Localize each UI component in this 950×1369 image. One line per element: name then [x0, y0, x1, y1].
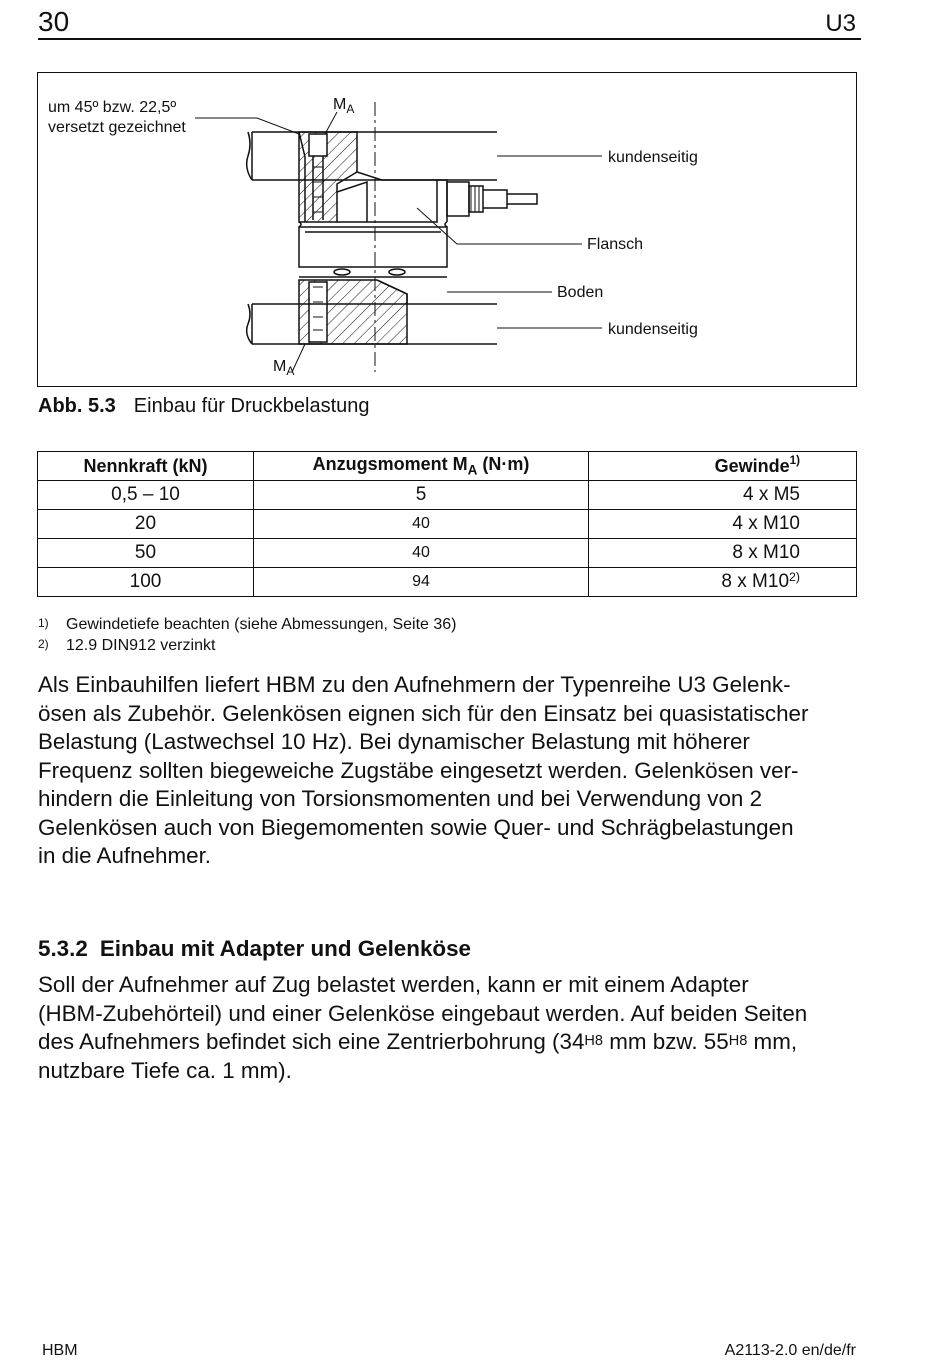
footer-publisher: HBM	[42, 1342, 78, 1359]
rotation-note-line2: versetzt gezeichnet	[48, 119, 186, 136]
cell-thread: 4 x M10	[589, 510, 857, 539]
torque-table	[37, 451, 857, 597]
cell-torque: 5	[254, 481, 589, 510]
cell-thread: 8 x M10	[589, 539, 857, 568]
cell-torque: 94	[254, 568, 589, 597]
table-row	[38, 568, 857, 597]
section-heading: 5.3.2 Einbau mit Adapter und Gelenköse	[38, 936, 471, 961]
header-thread: Gewinde$^{1)}$	[589, 452, 857, 481]
label-base: Boden	[557, 284, 604, 301]
footer-document-id: A2113-2.0 en/de/fr	[724, 1342, 856, 1359]
header-torque: Anzugsmoment $M_A$ (N·m)	[254, 452, 589, 481]
footnote-2: 2) 12.9 DIN912 verzinkt	[38, 637, 216, 654]
cell-force: 20	[38, 510, 254, 539]
label-flange: Flansch	[587, 236, 644, 253]
table-header-row	[38, 452, 857, 481]
table-row	[38, 481, 857, 510]
label-customer-side-bottom: kundenseitig	[608, 321, 698, 338]
table-row	[38, 539, 857, 568]
torque-label-top: $M_A$	[333, 96, 355, 117]
cell-force: 0,5 – 10	[38, 481, 254, 510]
label-customer-side-top: kundenseitig	[608, 149, 698, 166]
body-paragraph-1: Als Einbauhilfen liefert HBM zu den Aufnehmern der Typenreihe U3 Gelenk- ösen als Zubehör. Gelenkösen eignen sich für den Einsatz bei quasistatischer Belastung (Lastwechsel 10 Hz). Bei dynamischer Belastung mit höherer Frequenz sollten biegeweiche Zugstäbe eingesetzt werden. Gelenkösen ver- hindern die Einleitung von Torsionsmomenten und bei Verwendung von 2 Gelenkösen auch von Biegemomenten sowie Quer- und Schrägbelastungen in die Aufnehmer.	[38, 672, 809, 868]
cell-thread: 4 x M5	[589, 481, 857, 510]
body-paragraph-2: Soll der Aufnehmer auf Zug belastet werden, kann er mit einem Adapter (HBM-Zubehörteil) und einer Gelenköse eingebaut werden. Auf beiden Seiten des Aufnehmers befindet sich eine Zentrierbohrung ($34^{H8}$ mm bzw. $55^{H8}$ mm, nutzbare Tiefe ca. 1 mm).	[38, 972, 808, 1083]
figure-caption	[38, 395, 370, 418]
torque-label-bottom: $M_A$	[273, 358, 295, 379]
document-code: U3	[825, 10, 856, 37]
header-nominal-force: Nennkraft (kN)	[38, 452, 254, 481]
caption-text: Einbau für Druckbelastung	[133, 395, 370, 417]
cell-thread: 8 x M10$^{2)}$	[589, 568, 857, 597]
footnote-1: 1) Gewindetiefe beachten (siehe Abmessungen, Seite 36)	[38, 616, 457, 633]
cell-torque: 40	[254, 510, 589, 539]
cell-force: 100	[38, 568, 254, 597]
header-rule	[38, 38, 861, 40]
rotation-note-line1: um 45º bzw. 22,5º	[48, 99, 177, 116]
table-row	[38, 510, 857, 539]
cell-force: 50	[38, 539, 254, 568]
page-number: 30	[38, 6, 70, 37]
cell-torque: 40	[254, 539, 589, 568]
caption-number: Abb. 5.3	[38, 395, 116, 417]
